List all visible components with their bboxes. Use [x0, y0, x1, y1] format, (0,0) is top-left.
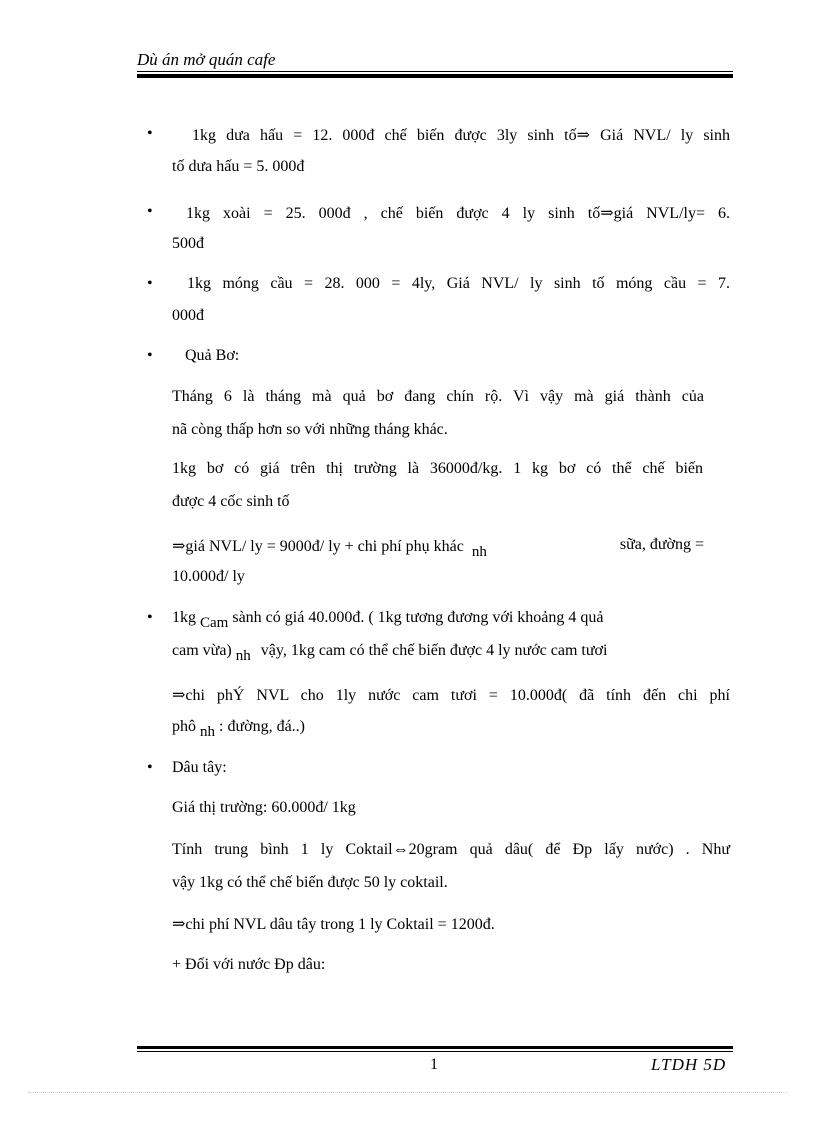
- dua-hau-line-1: 1kg dưa hấu = 12. 000đ chế biến được 3ly sinh tố⇒ Giá NVL/ ly sinh: [192, 127, 730, 144]
- footer-rule-thin: [137, 1051, 733, 1052]
- qua-bo-p1-line-1: Tháng 6 là tháng mà quả bơ đang chín rộ. Vì vậy mà giá thành của: [172, 388, 704, 405]
- xoai-line-1: 1kg xoài = 25. 000đ , chế biến được 4 ly sinh tố⇒giá NVL/ly= 6.: [186, 205, 730, 222]
- bullet-cam: •: [147, 609, 153, 626]
- qua-bo-p2-line-2: được 4 cốc sinh tố: [172, 493, 290, 510]
- bullet-dau-tay: •: [147, 759, 153, 776]
- cam-line-2-sub: nh: [235, 648, 251, 664]
- cam-line-2-b: vậy, 1kg cam có thể chế biến được 4 ly nước cam tươi: [260, 642, 608, 659]
- bullet-dua-hau: •: [147, 125, 153, 142]
- page-edge-dotted-line: [28, 1092, 788, 1093]
- qua-bo-p3-line-2: 10.000đ/ ly: [172, 568, 245, 585]
- qua-bo-title: Quả Bơ:: [185, 347, 240, 364]
- xoai-line-2: 500đ: [172, 235, 204, 252]
- bullet-xoai: •: [147, 203, 153, 220]
- qua-bo-p2-line-1: 1kg bơ có giá trên thị trường là 36000đ/kg. 1 kg bơ có thể chế biến: [172, 460, 703, 477]
- cam-p2-line-2-b: : đường, đá..): [219, 718, 306, 735]
- qua-bo-p1-line-2: nã còng thấp hơn so với những tháng khác.: [172, 421, 448, 438]
- header-rule-thin: [137, 71, 733, 72]
- dua-hau-line-2: tố dưa hấu = 5. 000đ: [172, 158, 305, 175]
- bullet-qua-bo: •: [147, 347, 153, 364]
- qua-bo-p3-sub: nh: [471, 544, 487, 560]
- dau-tay-p3: ⇒chi phí NVL dâu tây trong 1 ly Coktail = 1200đ.: [172, 916, 495, 933]
- cam-line-1-b: sành có giá 40.000đ. ( 1kg tương đương với khoảng 4 quả: [232, 609, 604, 626]
- cam-p2-line-2-sub: nh: [200, 724, 215, 740]
- dau-tay-p2-line-2: vậy 1kg có thể chế biến được 50 ly coktail.: [172, 874, 448, 891]
- dau-tay-p4: + Đối với nước Đp dâu:: [172, 956, 326, 973]
- cam-p2-line-2-a: phô: [172, 718, 196, 735]
- footer-code: LTDH 5D: [651, 1055, 727, 1074]
- cam-line-1-sub: Cam: [200, 615, 229, 631]
- cam-p2-line-1: ⇒chi phÝ NVL cho 1ly nước cam tươi = 10.000đ( đã tính đến chi phí: [172, 687, 730, 704]
- dau-tay-p2-line-1: Tính trung bình 1 ly Coktail⇔20gram quả dâu( để Đp lấy nước) . Như: [172, 841, 730, 858]
- qua-bo-p3-part-b: sữa, đường =: [619, 536, 704, 553]
- cam-line-1: [172, 609, 604, 631]
- mong-cau-line-2: 000đ: [172, 307, 204, 324]
- qua-bo-p3-line-1: [172, 536, 704, 560]
- dau-tay-p1: Giá thị trường: 60.000đ/ 1kg: [172, 799, 356, 816]
- cam-p2-line-2: [172, 718, 306, 740]
- page-header-title: Dù án mở quán cafe: [137, 50, 276, 69]
- cam-line-2-a: cam vừa): [172, 642, 232, 659]
- qua-bo-p3-part-a: ⇒giá NVL/ ly = 9000đ/ ly + chi phí phụ khác: [172, 538, 464, 555]
- page-number: 1: [430, 1056, 438, 1073]
- mong-cau-line-1: 1kg móng cầu = 28. 000 = 4ly, Giá NVL/ ly sinh tố móng cầu = 7.: [187, 275, 730, 292]
- cam-line-2: [172, 642, 608, 664]
- bullet-mong-cau: •: [147, 275, 153, 292]
- cam-line-1-a: 1kg: [172, 609, 196, 626]
- footer-rule-thick: [137, 1046, 733, 1049]
- header-rule-thick: [137, 74, 733, 78]
- dau-tay-title: Dâu tây:: [172, 759, 227, 776]
